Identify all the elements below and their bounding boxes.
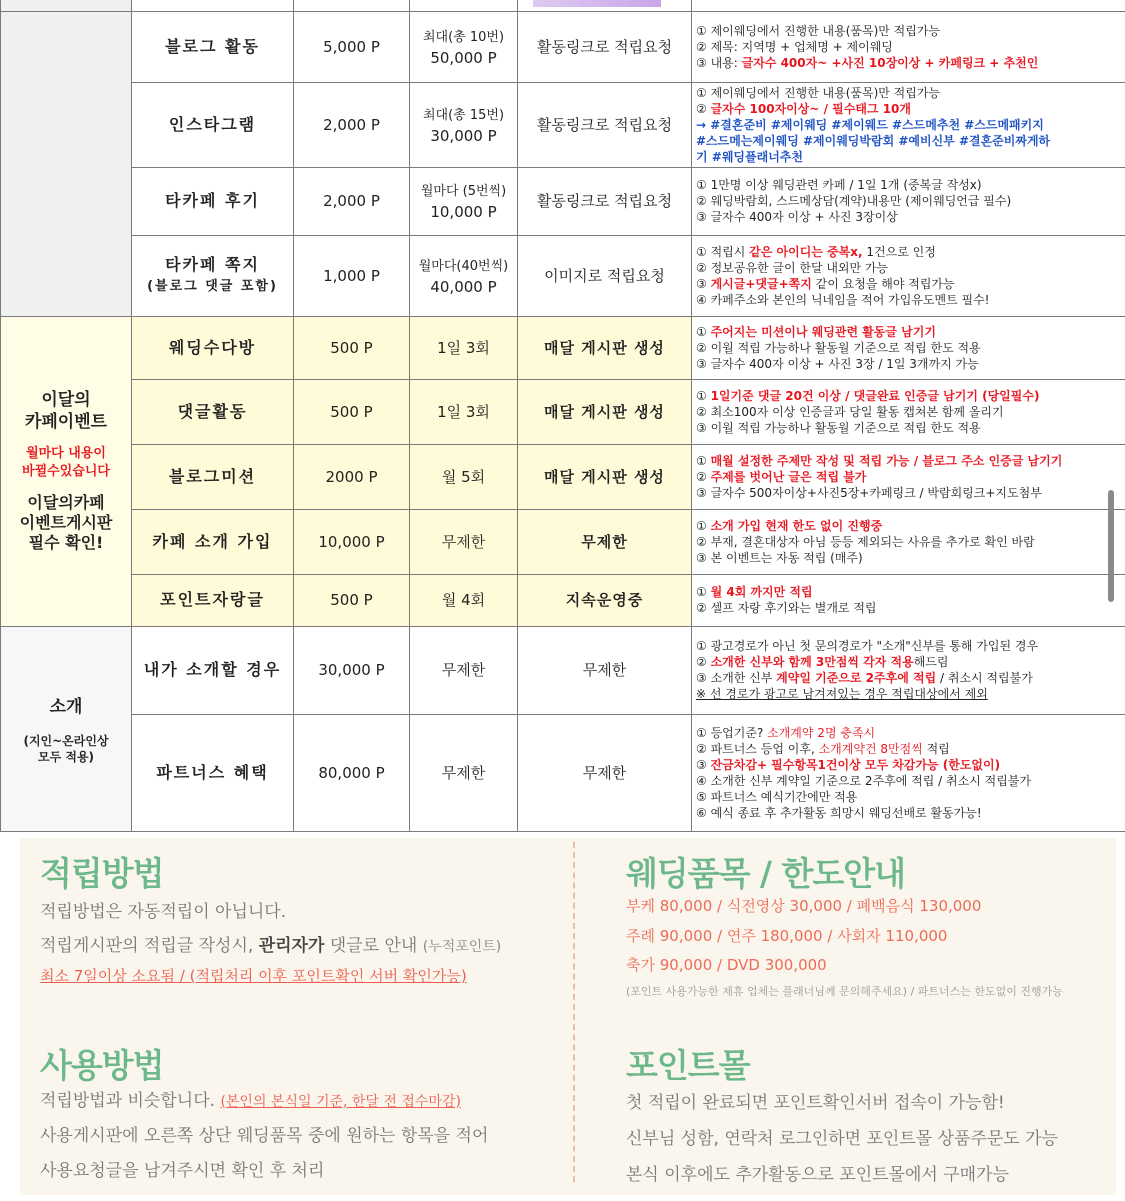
activity-name: 타카페 쪽지 (블로그 댓글 포함) [132,235,294,316]
activity-name: 포인트자랑글 [132,574,294,626]
mall-title: 포인트몰 [626,1046,750,1085]
items-title: 웨딩품목 / 한도안내 [626,854,906,893]
use-line3: 사용요청글을 남겨주시면 확인 후 처리 [40,1161,325,1181]
section-cell-intro: 소개 (지인~온라인상 모두 적용) [1,626,132,831]
notes-cell: ① 제이웨딩에서 진행한 내용(품목)만 적립가능 ② 제목: 지역명 + 업체명 + 제이웨딩 ③ 내용: 글자수 400자~ +사진 10장이상 + 카페링크 + 추천인 [692,11,1125,82]
table-row [1,82,1125,167]
notes-cell: ① 월 4회 까지만 적립 ② 셀프 자랑 후기와는 별개로 적립 [692,574,1125,626]
limit-value: 최대(총 10번) 50,000 P [410,11,518,82]
method-value: 무제한 [518,626,692,714]
limit-value: 월마다 (5번씩) 10,000 P [410,167,518,235]
mall-line1: 첫 적립이 완료되면 포인트확인서버 접속이 가능함! [626,1093,1005,1113]
limit-value: 월 4회 [410,574,518,626]
top-partial-row [1,0,1125,11]
method-value: 이미지로 적립요청 [518,235,692,316]
earn-title: 적립방법 [40,854,164,893]
limit-value: 월마다(40번씩) 40,000 P [410,235,518,316]
table-row [1,626,1125,714]
table-row [1,509,1125,574]
activity-name: 댓글활동 [132,379,294,444]
earn-line1: 적립방법은 자동적립이 아닙니다. [40,902,287,922]
mall-line3: 본식 이후에도 추가활동으로 포인트몰에서 구매가능 [626,1165,1009,1185]
limit-value: 무제한 [410,714,518,831]
notes-cell: ① 1일기준 댓글 20건 이상 / 댓글완료 인증글 남기기 (당일필수) ② 최소100자 이상 인증글과 당일 활동 캡쳐본 함께 올리기 ③ 이월 적립 가능하나 활동월 기준으로 적립 한도 적용 [692,379,1125,444]
limit-value: 최대(총 15번) 30,000 P [410,82,518,167]
table-row [1,316,1125,379]
table-row [1,11,1125,82]
items-line3: 축가 90,000 / DVD 300,000 [626,956,827,974]
table-row [1,379,1125,444]
section-cell-event: 이달의 카페이벤트 월마다 내용이 바뀔수있습니다 이달의카페 이벤트게시판 필수 확인! [1,316,132,626]
earn-line2: 적립게시판의 적립글 작성시, 관리자가 댓글로 안내 (누적포인트) [40,936,502,956]
table-row [1,235,1125,316]
method-value: 무제한 [518,714,692,831]
table-row [1,574,1125,626]
activity-name: 인스타그램 [132,82,294,167]
method-value: 활동링크로 적립요청 [518,11,692,82]
point-value: 2,000 P [294,82,410,167]
table-row [1,714,1125,831]
point-value: 500 P [294,379,410,444]
method-value: 활동링크로 적립요청 [518,82,692,167]
panel-divider [573,842,575,1182]
activity-name: 타카페 후기 [132,167,294,235]
point-value: 5,000 P [294,11,410,82]
limit-value: 무제한 [410,509,518,574]
section-cell-blog [1,11,132,316]
activity-name: 카페 소개 가입 [132,509,294,574]
notes-cell: ① 1만명 이상 웨딩관련 카페 / 1일 1개 (중복글 작성x) ② 웨딩박람회, 스드메상담(계약)내용만 (제이웨딩언급 필수) ③ 글자수 400자 이상 + 사진 3장이상 [692,167,1125,235]
limit-value: 1일 3회 [410,316,518,379]
items-line2: 주례 90,000 / 연주 180,000 / 사회자 110,000 [626,927,948,945]
notes-cell: ① 소개 가입 현재 한도 없이 진행중 ② 부재, 결혼대상자 아님 등등 제외되는 사유를 추가로 확인 바람 ③ 본 이벤트는 자동 적립 (매주) [692,509,1125,574]
point-value: 500 P [294,316,410,379]
activity-name: 내가 소개할 경우 [132,626,294,714]
point-value: 500 P [294,574,410,626]
vertical-scrollbar[interactable] [1108,490,1114,602]
notes-cell: ① 적립시 같은 아이디는 중복x, 1건으로 인정 ② 정보공유한 글이 한달 내외만 가능 ③ 게시글+댓글+쪽지 같이 요청을 해야 적립가능 ④ 카페주소와 본인의 닉네임을 적어 가입유도멘트 필수! [692,235,1125,316]
method-value: 매달 게시판 생성 [518,316,692,379]
method-value: 매달 게시판 생성 [518,379,692,444]
earn-line3: 최소 7일이상 소요됨 / (적립처리 이후 포인트확인 서버 확인가능) [40,967,467,985]
activity-name: 블로그 활동 [132,11,294,82]
notes-cell: ① 등업기준? 소개계약 2명 충족시 ② 파트너스 등업 이후, 소개계약건 8만점씩 적립 ③ 잔금차감+ 필수항목1건이상 모두 차감가능 (한도없이) ④ 소개한 신부 계약일 기준으로 2주후에 적립 / 취소시 적립불가 ⑤ 파트너스 예식기간에만 적용 ⑥ 예식 종료 후 추가활동 희망시 웨딩선배로 활동가능! [692,714,1125,831]
limit-value: 무제한 [410,626,518,714]
method-value: 매달 게시판 생성 [518,444,692,509]
notes-cell: ① 광고경로가 아닌 첫 문의경로가 "소개"신부를 통해 가입된 경우 ② 소개한 신부와 함께 3만점씩 각자 적용해드림 ③ 소개한 신부 계약일 기준으로 2주후에 적립 / 취소시 적립불가 ※ 선 경로가 광고로 남겨져있는 경우 적립대상에서 제외 [692,626,1125,714]
table-row [1,444,1125,509]
items-note: (포인트 사용가능한 제휴 업체는 플래너님께 문의해주세요) / 파트너스는 한도없이 진행가능 [626,985,1063,998]
activity-name: 웨딩수다방 [132,316,294,379]
point-value: 2,000 P [294,167,410,235]
items-line1: 부케 80,000 / 식전영상 30,000 / 폐백음식 130,000 [626,897,982,915]
notes-cell: ① 주어지는 미션이나 웨딩관련 활동글 남기기 ② 이월 적립 가능하나 활동월 기준으로 적립 한도 적용 ③ 글자수 400자 이상 + 사진 3장 / 1일 3개까지 가능 [692,316,1125,379]
mall-line2: 신부님 성함, 연락처 로그인하면 포인트몰 상품주문도 가능 [626,1129,1058,1149]
point-value: 2000 P [294,444,410,509]
limit-value: 월 5회 [410,444,518,509]
activity-name: 파트너스 혜택 [132,714,294,831]
method-value: 무제한 [518,509,692,574]
method-value: 활동링크로 적립요청 [518,167,692,235]
point-value: 30,000 P [294,626,410,714]
use-title: 사용방법 [40,1046,164,1085]
notes-cell: ① 제이웨딩에서 진행한 내용(품목)만 적립가능 ② 글자수 100자이상~ / 필수태그 10개 → #결혼준비 #제이웨딩 #제이웨드 #스드메추천 #스드메패키지 #스드메는제이웨딩 #제이웨딩박람회 #예비신부 #결혼준비짜게하 기 #웨딩플래너추천 [692,82,1125,167]
use-line1: 적립방법과 비슷합니다. (본인의 본식일 기준, 한달 전 접수마감) [40,1091,461,1111]
point-value: 10,000 P [294,509,410,574]
activity-name: 블로그미션 [132,444,294,509]
limit-value: 1일 3회 [410,379,518,444]
method-value: 지속운영중 [518,574,692,626]
notes-cell: ① 매월 설정한 주제만 작성 및 적립 가능 / 블로그 주소 인증글 남기기 ② 주제를 벗어난 글은 적립 불가 ③ 글자수 500자이상+사진5장+카페링크 / 박람회링크+지도첨부 [692,444,1125,509]
point-value: 80,000 P [294,714,410,831]
use-line2: 사용게시판에 오른쪽 상단 웨딩품목 중에 원하는 항목을 적어 [40,1126,489,1146]
point-value: 1,000 P [294,235,410,316]
table-row [1,167,1125,235]
